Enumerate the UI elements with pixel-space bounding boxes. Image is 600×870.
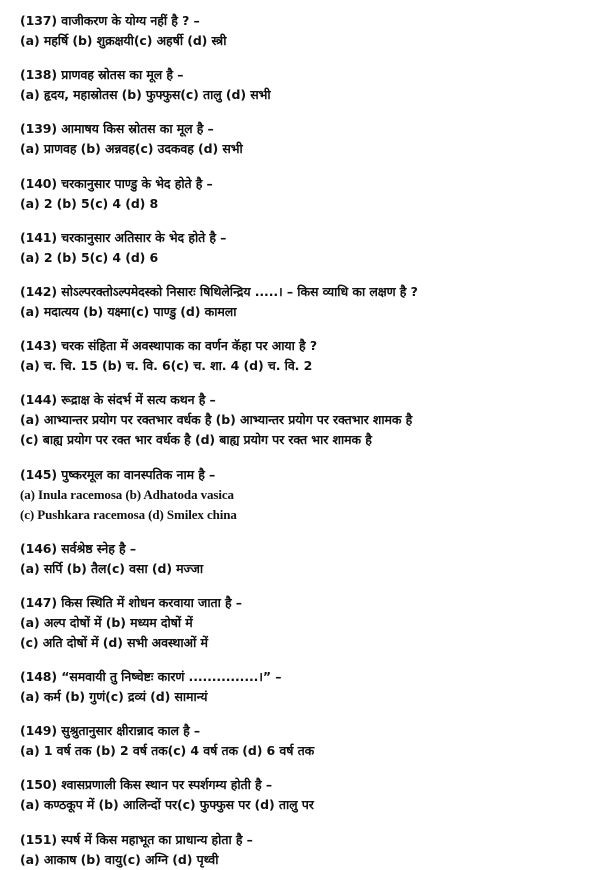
- question-138: [20, 65, 592, 105]
- question-text: (151) स्पर्ष में किस महाभूत का प्राधान्य होता है –: [20, 831, 253, 847]
- question-text: (148) “समवायी तु निष्चेष्टः कारणं ...............।” –: [20, 669, 282, 685]
- question-text: (150) श्वासप्रणाली किस स्थान पर स्पर्शगम्य होती है –: [20, 777, 272, 793]
- question-149: [20, 721, 592, 761]
- question-148: [20, 667, 592, 707]
- options-line: (a) अल्प दोषों में (b) मध्यम दोषों में: [20, 614, 193, 630]
- options-line: (a) हृदय, महास्रोतस (b) फुफ्फुस(c) तालु (d) सभी: [20, 87, 271, 103]
- question-text: (144) रूद्राक्ष के संदर्भ में सत्य कथन है –: [20, 392, 216, 408]
- question-text: (137) वाजीकरण के योग्य नहीं है ? –: [20, 13, 200, 28]
- question-137: [20, 11, 592, 51]
- question-text: (147) किस स्थिति में शोधन करवाया जाता है –: [20, 594, 242, 610]
- options-line: (a) मदात्यय (b) यक्ष्मा(c) पाण्डु (d) कामला: [20, 303, 237, 319]
- options-line: (a) आभ्यान्तर प्रयोग पर रक्तभार वर्धक है (b) आभ्यान्तर प्रयोग पर रक्तभार शामक है: [20, 412, 413, 428]
- question-text: (146) सर्वश्रेष्ठ स्नेह है –: [20, 540, 136, 556]
- question-143: [20, 336, 592, 376]
- options-line: (c) बाह्य प्रयोग पर रक्त भार वर्धक है (d) बाह्य प्रयोग पर रक्त भार शामक है: [20, 432, 372, 448]
- options-line: (a) Inula racemosa (b) Adhatoda vasica: [20, 486, 234, 502]
- options-line: (a) च. चि. 15 (b) च. वि. 6(c) च. शा. 4 (d) च. वि. 2: [20, 358, 313, 374]
- question-140: [20, 174, 592, 214]
- options-line: (a) प्राणवह (b) अन्नवह(c) उदकवह (d) सभी: [20, 141, 243, 157]
- question-142: [20, 282, 592, 322]
- options-line: (a) कर्म (b) गुणं(c) द्रव्यं (d) सामान्यं: [20, 689, 208, 705]
- question-text: (142) सोऽल्परक्तोऽल्पमेदस्को निसारः षिथिलेन्द्रिय .....। – किस व्याधि का लक्षण है ?: [20, 283, 418, 299]
- question-text: (138) प्राणवह स्रोतस का मूल है –: [20, 67, 184, 83]
- question-150: [20, 775, 592, 815]
- question-text: (141) चरकानुसार अतिसार के भेद होते है –: [20, 229, 227, 245]
- options-line: (a) महर्षि (b) शुक्रक्षयी(c) अहर्षी (d) स्त्री: [20, 33, 227, 48]
- options-line: (a) कण्ठकूप में (b) आलिन्दों पर(c) फुफ्फुस पर (d) तालु पर: [20, 797, 314, 813]
- question-text: (145) पुष्करमूल का वानस्पतिक नाम है –: [20, 466, 216, 482]
- question-146: [20, 539, 592, 579]
- question-139: [20, 119, 592, 159]
- question-144: [20, 390, 592, 450]
- question-text: (143) चरक संहिता में अवस्थापाक का वर्णन कॅहा पर आया है ?: [20, 338, 317, 354]
- question-151: [20, 830, 592, 870]
- options-line: (a) आकाष (b) वायु(c) अग्नि (d) पृथ्वी: [20, 851, 219, 867]
- options-line: (a) 1 वर्ष तक (b) 2 वर्ष तक(c) 4 वर्ष तक (d) 6 वर्ष तक: [20, 743, 315, 759]
- question-145: [20, 465, 592, 525]
- options-line: (c) अति दोषों में (d) सभी अवस्थाओं में: [20, 634, 208, 650]
- options-line: (a) 2 (b) 5(c) 4 (d) 8: [20, 195, 159, 211]
- question-text: (149) सुश्रुतानुसार क्षीरान्नाद काल है –: [20, 723, 201, 739]
- options-line: (a) 2 (b) 5(c) 4 (d) 6: [20, 249, 159, 265]
- question-147: [20, 593, 592, 653]
- question-text: (139) आमाषय किस स्रोतस का मूल है –: [20, 121, 214, 137]
- options-line: (c) Pushkara racemosa (d) Smilex china: [20, 506, 237, 522]
- question-141: [20, 228, 592, 268]
- question-text: (140) चरकानुसार पाण्डु के भेद होते है –: [20, 175, 213, 191]
- options-line: (a) सर्पि (b) तैल(c) वसा (d) मज्जा: [20, 560, 204, 576]
